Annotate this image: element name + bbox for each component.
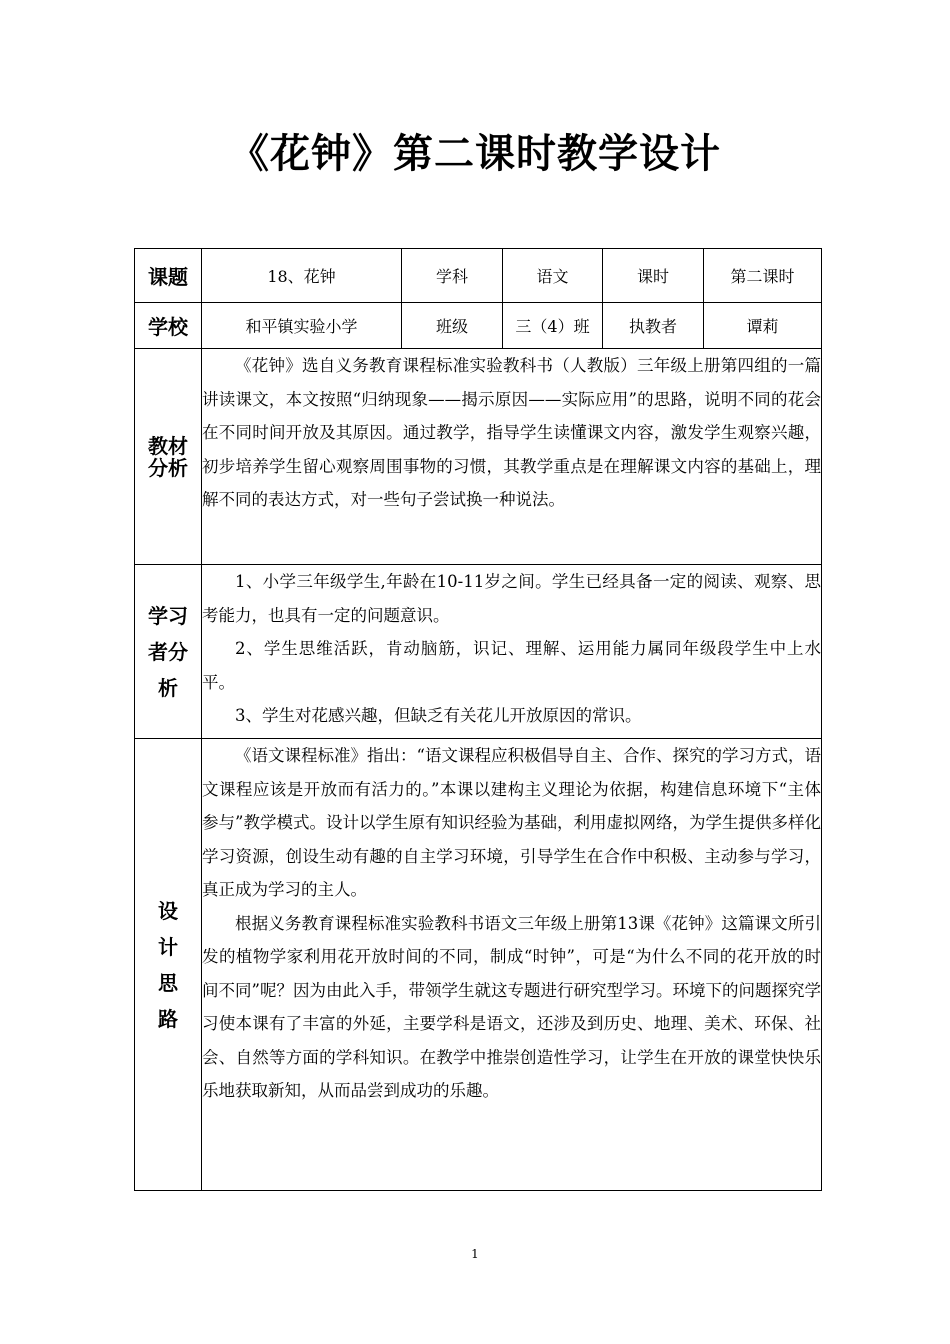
class-value: 三（4）班 — [503, 303, 603, 349]
learner-label-line1: 学习 — [148, 603, 188, 628]
info-row-topic — [135, 249, 822, 303]
topic-value: 18、花钟 — [202, 249, 402, 303]
design-approach-label — [135, 739, 202, 1191]
textbook-paragraph: 《花钟》选自义务教育课程标准实验教科书（人教版）三年级上册第四组的一篇讲读课文，本文按照“归纳现象——揭示原因——实际应用”的思路，说明不同的花会在不同时间开放及其原因。通过教学，指导学生读懂课文内容，激发学生观察兴趣，初步培养学生留心观察周围事物的习惯，其教学重点是在理解课文内容的基础上，理解不同的表达方式，对一些句子尝试换一种说法。 — [202, 356, 821, 509]
subject-value: 语文 — [503, 249, 603, 303]
section-design-approach — [135, 739, 822, 1191]
design-label-line3: 思 — [158, 970, 178, 995]
period-label: 课时 — [603, 249, 704, 303]
section-learner-analysis — [135, 565, 822, 739]
learner-paragraph: 1、小学三年级学生,年龄在10-11岁之间。学生已经具备一定的阅读、观察、思考能力，也具有一定的问题意识。 — [202, 572, 821, 625]
topic-label: 课题 — [135, 249, 202, 303]
section-textbook-analysis — [135, 349, 822, 565]
teacher-value: 谭莉 — [704, 303, 822, 349]
learner-paragraph: 3、学生对花感兴趣，但缺乏有关花儿开放原因的常识。 — [235, 706, 642, 725]
design-label-line2: 计 — [158, 934, 178, 959]
document-title: 《花钟》第二课时教学设计 — [229, 131, 721, 177]
info-row-school — [135, 303, 822, 349]
lesson-plan-table — [134, 248, 822, 1191]
learner-analysis-label — [135, 565, 202, 739]
design-paragraph: 根据义务教育课程标准实验教科书语文三年级上册第13课《花钟》这篇课文所引发的植物学家利用花开放时间的不同，制成“时钟”，可是“为什么不同的花开放的时间不同”呢？因为由此入手，带领学生就这专题进行研究型学习。环境下的问题探究学习使本课有了丰富的外延，主要学科是语文，还涉及到历史、地理、美术、环保、社会、自然等方面的学科知识。在教学中推崇创造性学习，让学生在开放的课堂快快乐乐地获取新知，从而品尝到成功的乐趣。 — [202, 913, 821, 1100]
school-value: 和平镇实验小学 — [202, 303, 402, 349]
design-paragraph: 《语文课程标准》指出：“语文课程应积极倡导自主、合作、探究的学习方式，语文课程应该是开放而有活力的。”本课以建构主义理论为依据，构建信息环境下“主体参与”教学模式。设计以学生原有知识经验为基础，利用虚拟网络，为学生提供多样化学习资源，创设生动有趣的自主学习环境，引导学生在合作中积极、主动参与学习，真正成为学习的主人。 — [202, 746, 821, 899]
learner-analysis-content — [202, 565, 822, 739]
textbook-analysis-content — [202, 349, 822, 565]
textbook-label-line1: 教材 — [148, 433, 188, 458]
class-label: 班级 — [402, 303, 503, 349]
school-label: 学校 — [135, 303, 202, 349]
learner-label-line3: 析 — [158, 675, 178, 700]
design-label-line1: 设 — [158, 898, 178, 923]
textbook-label-line2: 分析 — [148, 455, 188, 480]
learner-paragraph: 2、学生思维活跃，肯动脑筋，识记、理解、运用能力属同年级段学生中上水平。 — [202, 639, 821, 692]
teacher-label: 执教者 — [603, 303, 704, 349]
design-approach-content — [202, 739, 822, 1191]
textbook-analysis-label — [135, 349, 202, 565]
learner-label-line2: 者分 — [148, 639, 188, 664]
subject-label: 学科 — [402, 249, 503, 303]
design-label-line4: 路 — [158, 1006, 178, 1031]
page-number: 1 — [471, 1247, 479, 1261]
period-value: 第二课时 — [704, 249, 822, 303]
